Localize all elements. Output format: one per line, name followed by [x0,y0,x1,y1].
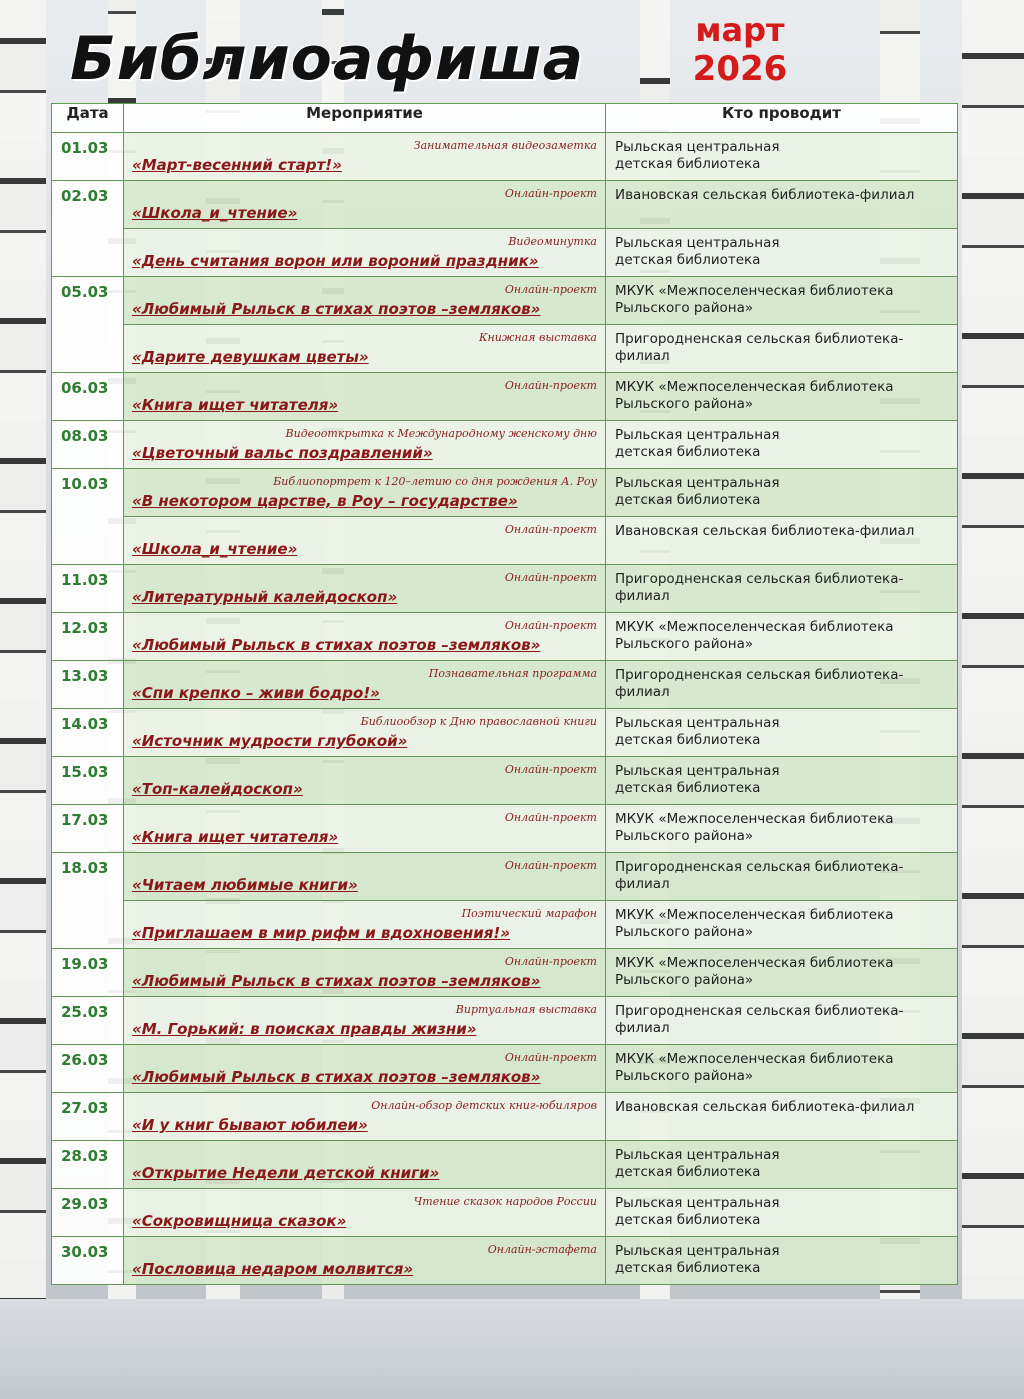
organizer-line: филиал [615,876,670,892]
event-cell [124,373,606,421]
event-type: Поэтический марафон [461,907,597,920]
organizer-line: филиал [615,1020,670,1036]
event-date: 29.03 [52,1189,124,1237]
organizer-line: МКУК «Межпоселенческая библиотека [615,283,894,299]
organizer-cell [606,1045,958,1093]
event-cell [124,565,606,613]
organizer-line: детская библиотека [615,732,761,748]
column-header-event: Мероприятие [124,104,606,133]
organizer-cell [606,1093,958,1141]
event-title: «Литературный калейдоскоп» [132,588,398,606]
event-date: 08.03 [52,421,124,469]
organizer-cell [606,757,958,805]
organizer-line: Рыльского района» [615,924,754,940]
event-title: «Источник мудрости глубокой» [132,732,408,750]
event-date: 15.03 [52,757,124,805]
organizer-cell [606,901,958,949]
event-type: Чтение сказок народов России [413,1195,597,1208]
event-title: «День считания ворон или вороний праздник» [132,252,539,270]
event-type: Онлайн-проект [504,619,597,632]
event-cell [124,421,606,469]
event-type: Онлайн-эстафета [487,1243,597,1256]
event-type: Видеоминутка [508,235,597,248]
organizer-cell [606,613,958,661]
table-row [52,133,958,181]
event-cell [124,613,606,661]
organizer-cell [606,421,958,469]
organizer-line: детская библиотека [615,1260,761,1276]
event-cell [124,1189,606,1237]
event-title: «Топ-калейдоскоп» [132,780,303,798]
organizer-line: Рыльская центральная [615,1147,780,1163]
table-row [52,1045,958,1093]
table-row [52,613,958,661]
event-title: «Школа_и_чтение» [132,204,298,222]
event-type: Онлайн-проект [504,187,597,200]
organizer-line: Рыльская центральная [615,475,780,491]
organizer-cell [606,373,958,421]
event-type [132,1147,597,1160]
month-badge [692,11,788,89]
year-label: 2026 [692,49,788,89]
organizer-line: детская библиотека [615,492,761,508]
event-date: 06.03 [52,373,124,421]
organizer-cell [606,469,958,517]
table-row [52,661,958,709]
table-row [52,805,958,853]
table-row [52,997,958,1045]
organizer-cell [606,325,958,373]
event-type: Онлайн-проект [504,763,597,776]
event-type: Онлайн-проект [504,1051,597,1064]
organizer-line: Ивановская сельская библиотека-филиал [615,1099,915,1115]
event-date: 02.03 [52,181,124,277]
event-type: Книжная выставка [479,331,597,344]
event-cell [124,997,606,1045]
event-title: «Дарите девушкам цветы» [132,348,369,366]
event-cell [124,229,606,277]
organizer-line: детская библиотека [615,1164,761,1180]
event-date: 05.03 [52,277,124,373]
organizer-cell [606,1141,958,1189]
organizer-cell [606,277,958,325]
event-title: «Открытие Недели детской книги» [132,1164,440,1182]
organizer-cell [606,517,958,565]
event-title: «В некотором царстве, в Роу – государстве» [132,492,518,510]
event-cell [124,757,606,805]
event-type: Видеооткрытка к Международному женскому дню [285,427,597,440]
column-header-org: Кто проводит [606,104,958,133]
event-type: Библиопортрет к 120–летию со дня рождения А. Роу [273,475,597,488]
schedule-table [51,103,958,1285]
event-title: «Спи крепко – живи бодро!» [132,684,380,702]
organizer-line: Рыльская центральная [615,715,780,731]
table-row [52,853,958,901]
event-date: 30.03 [52,1237,124,1285]
organizer-line: Рыльского района» [615,1068,754,1084]
event-title: «Пословица недаром молвится» [132,1260,414,1278]
organizer-line: филиал [615,588,670,604]
event-date: 26.03 [52,1045,124,1093]
event-title: «Любимый Рыльск в стихах поэтов –земляков» [132,1068,541,1086]
event-date: 11.03 [52,565,124,613]
table-row [52,517,958,565]
organizer-line: Рыльская центральная [615,235,780,251]
event-cell [124,325,606,373]
table-row [52,565,958,613]
event-date: 17.03 [52,805,124,853]
event-type: Библиообзор к Дню православной книги [360,715,597,728]
event-title: «Школа_и_чтение» [132,540,298,558]
event-date: 14.03 [52,709,124,757]
event-date: 27.03 [52,1093,124,1141]
organizer-line: Ивановская сельская библиотека-филиал [615,187,915,203]
organizer-line: детская библиотека [615,156,761,172]
table-row [52,1141,958,1189]
organizer-line: Рыльского района» [615,396,754,412]
event-title: «Любимый Рыльск в стихах поэтов –земляков» [132,972,541,990]
organizer-line: МКУК «Межпоселенческая библиотека [615,811,894,827]
organizer-line: Рыльского района» [615,636,754,652]
event-title: «М. Горький: в поисках правды жизни» [132,1020,477,1038]
organizer-cell [606,1237,958,1285]
event-cell [124,1237,606,1285]
organizer-cell [606,1189,958,1237]
organizer-line: МКУК «Межпоселенческая библиотека [615,619,894,635]
event-date: 18.03 [52,853,124,949]
event-date: 25.03 [52,997,124,1045]
organizer-line: детская библиотека [615,780,761,796]
event-type: Онлайн-проект [504,283,597,296]
organizer-line: Рыльская центральная [615,427,780,443]
event-cell [124,1045,606,1093]
table-row [52,901,958,949]
organizer-cell [606,661,958,709]
organizer-cell [606,853,958,901]
event-cell [124,853,606,901]
event-cell [124,277,606,325]
event-type: Онлайн-проект [504,523,597,536]
event-type: Онлайн-проект [504,571,597,584]
organizer-line: детская библиотека [615,444,761,460]
organizer-cell [606,565,958,613]
table-row [52,181,958,229]
organizer-line: МКУК «Межпоселенческая библиотека [615,955,894,971]
table-row [52,373,958,421]
page-title: Библиоафиша [70,24,585,94]
event-type: Онлайн-проект [504,379,597,392]
month-label: март [695,11,785,49]
organizer-line: Рыльская центральная [615,763,780,779]
event-type: Занимательная видеозаметка [413,139,597,152]
column-header-date: Дата [52,104,124,133]
event-date: 13.03 [52,661,124,709]
organizer-cell [606,181,958,229]
event-date: 28.03 [52,1141,124,1189]
event-type: Онлайн-проект [504,859,597,872]
event-date: 10.03 [52,469,124,565]
event-title: «И у книг бывают юбилеи» [132,1116,368,1134]
organizer-line: Пригородненская сельская библиотека- [615,1003,904,1019]
table-row [52,229,958,277]
event-title: «Книга ищет читателя» [132,396,339,414]
event-title: «Любимый Рыльск в стихах поэтов –земляков» [132,300,541,318]
table-row [52,325,958,373]
event-title: «Книга ищет читателя» [132,828,339,846]
event-cell [124,133,606,181]
organizer-line: Рыльского района» [615,828,754,844]
organizer-line: МКУК «Межпоселенческая библиотека [615,1051,894,1067]
organizer-cell [606,997,958,1045]
event-type: Онлайн-обзор детских книг-юбиляров [371,1099,597,1112]
organizer-line: МКУК «Межпоселенческая библиотека [615,907,894,923]
event-cell [124,805,606,853]
organizer-cell [606,709,958,757]
event-cell [124,949,606,997]
event-cell [124,1093,606,1141]
organizer-line: филиал [615,348,670,364]
event-type: Познавательная программа [428,667,597,680]
table-row [52,1093,958,1141]
organizer-line: Рыльская центральная [615,1195,780,1211]
organizer-cell [606,133,958,181]
table-row [52,949,958,997]
event-date: 01.03 [52,133,124,181]
event-cell [124,181,606,229]
organizer-line: Рыльского района» [615,972,754,988]
organizer-line: Пригородненская сельская библиотека- [615,331,904,347]
event-type: Онлайн-проект [504,955,597,968]
event-date: 19.03 [52,949,124,997]
event-title: «Любимый Рыльск в стихах поэтов –земляков» [132,636,541,654]
organizer-line: Рыльская центральная [615,139,780,155]
event-title: «Сокровищница сказок» [132,1212,347,1230]
organizer-line: МКУК «Межпоселенческая библиотека [615,379,894,395]
table-row [52,469,958,517]
table-row [52,757,958,805]
event-type: Виртуальная выставка [455,1003,597,1016]
event-cell [124,469,606,517]
organizer-line: Ивановская сельская библиотека-филиал [615,523,915,539]
event-title: «Читаем любимые книги» [132,876,358,894]
organizer-line: Рыльская центральная [615,1243,780,1259]
event-title: «Цветочный вальс поздравлений» [132,444,433,462]
event-title: «Приглашаем в мир рифм и вдохновения!» [132,924,511,942]
event-title: «Март-весенний старт!» [132,156,342,174]
table-row [52,421,958,469]
organizer-line: филиал [615,684,670,700]
organizer-cell [606,229,958,277]
event-cell [124,1141,606,1189]
organizer-cell [606,949,958,997]
event-type: Онлайн-проект [504,811,597,824]
organizer-line: Пригородненская сельская библиотека- [615,859,904,875]
table-row [52,1237,958,1285]
table-row [52,277,958,325]
organizer-line: Пригородненская сельская библиотека- [615,571,904,587]
organizer-line: Пригородненская сельская библиотека- [615,667,904,683]
table-row [52,709,958,757]
table-row [52,1189,958,1237]
organizer-line: детская библиотека [615,252,761,268]
event-cell [124,517,606,565]
event-cell [124,901,606,949]
table-header-row [52,104,958,133]
organizer-line: Рыльского района» [615,300,754,316]
organizer-line: детская библиотека [615,1212,761,1228]
event-cell [124,709,606,757]
organizer-cell [606,805,958,853]
event-cell [124,661,606,709]
event-date: 12.03 [52,613,124,661]
